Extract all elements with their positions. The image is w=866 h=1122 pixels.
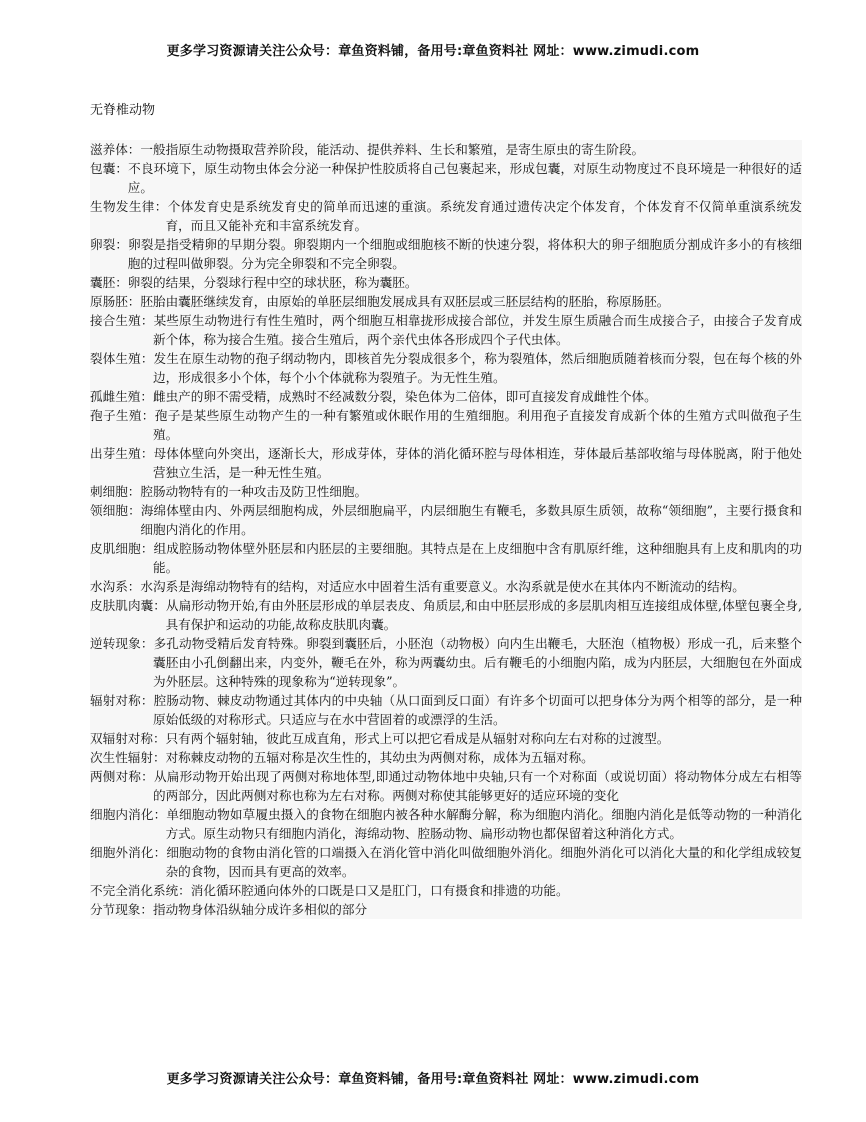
glossary-term: 孤雌生殖： — [90, 389, 153, 404]
glossary-term: 生物发生律： — [90, 199, 168, 214]
glossary-term: 原肠胚： — [90, 294, 141, 309]
glossary-definition: 水沟系是海绵动物特有的结构，对适应水中固着生活有重要意义。水沟系就是使水在其体内不断流动的结构。 — [140, 579, 745, 594]
glossary-entry — [90, 140, 802, 159]
glossary-definition: 卵裂是指受精卵的早期分裂。卵裂期内一个细胞或细胞核不断的快速分裂，将体积大的卵子细胞质分割成许多小的有核细胞的过程叫做卵裂。分为完全卵裂和不完全卵裂。 — [127, 237, 803, 271]
glossary-entry — [90, 748, 802, 767]
footer-banner: 更多学习资源请关注公众号：章鱼资料铺，备用号:章鱼资料社 网址：www.zimudi.com — [166, 1072, 700, 1087]
glossary-term: 接合生殖： — [90, 313, 154, 328]
glossary-definition: 胚胎由囊胚继续发育，由原始的单胚层细胞发展成具有双胚层或三胚层结构的胚胎，称原肠胚。 — [140, 294, 670, 309]
glossary-definition: 一般指原生动物摄取营养阶段，能活动、提供养料、生长和繁殖，是寄生原虫的寄生阶段。 — [140, 142, 645, 157]
glossary-definition: 消化循环腔通向体外的口既是口又是肛门，口有摄食和排遗的功能。 — [190, 883, 569, 898]
glossary-term: 逆转现象： — [90, 636, 154, 651]
glossary-definition: 雌虫产的卵不需受精，成熟时不经减数分裂，染色体为二倍体，即可直接发育成雌性个体。 — [152, 389, 657, 404]
glossary-entry — [90, 311, 802, 349]
glossary-term: 两侧对称： — [90, 769, 154, 784]
glossary-term: 领细胞： — [90, 503, 141, 518]
glossary-definition: 多孔动物受精后发育特殊。卵裂到囊胚后，小胚泡（动物极）向内生出鞭毛，大胚泡（植物极）形成一孔，后来整个囊胚由小孔倒翻出来，内变外，鞭毛在外，称为两囊幼虫。后有鞭毛的小细胞内陷，成为内胚层，大细胞包在外面成为外胚层。这种特殊的现象称为“逆转现象”。 — [152, 636, 803, 689]
glossary-entry — [90, 843, 802, 881]
glossary-term: 细胞外消化： — [90, 845, 167, 860]
header-banner: 更多学习资源请关注公众号：章鱼资料铺，备用号:章鱼资料社 网址：www.zimudi.com — [166, 44, 700, 59]
glossary-definition: 只有两个辐射轴，彼此互成直角，形式上可以把它看成是从辐射对称向左右对称的过渡型。 — [165, 731, 670, 746]
glossary-term: 滋养体： — [90, 142, 141, 157]
glossary-term: 皮肤肌肉囊： — [90, 598, 166, 613]
glossary-entry — [90, 577, 802, 596]
glossary-definition: 从扁形动物开始出现了两侧对称地体型,即通过动物体地中央轴,只有一个对称面（或说切面）将动物体分成左右相等的两部分，因此两侧对称也称为左右对称。两侧对称使其能够更好的适应环境的变化 — [152, 769, 802, 803]
glossary-entry — [90, 292, 802, 311]
glossary-term: 包囊： — [90, 161, 129, 176]
glossary-definition: 对称棘皮动物的五辐对称是次生性的，其幼虫为两侧对称，成体为五辐对称。 — [165, 750, 594, 765]
glossary-term: 双辐射对称： — [90, 731, 166, 746]
glossary-entry — [90, 387, 802, 406]
glossary-definition: 发生在原生动物的孢子纲动物内，即核首先分裂成很多个，称为裂殖体，然后细胞质随着核而分裂，包在每个核的外边，形成很多小个体，每个小个体就称为裂殖子。为无性生殖。 — [152, 351, 803, 385]
glossary-term: 细胞内消化： — [90, 807, 167, 822]
document-body — [90, 102, 802, 919]
glossary-definition: 腔肠动物特有的一种攻击及防卫性细胞。 — [140, 484, 368, 499]
glossary-term: 皮肌细胞： — [90, 541, 154, 556]
glossary-definition: 卵裂的结果，分裂球行程中空的球状胚，称为囊胚。 — [127, 275, 418, 290]
glossary-definition: 孢子是某些原生动物产生的一种有繁殖或休眠作用的生殖细胞。利用孢子直接发育成新个体的生殖方式叫做孢子生殖。 — [152, 408, 803, 442]
glossary-definition: 某些原生动物进行有性生殖时，两个细胞互相靠拢形成接合部位，并发生原生质融合而生成接合子，由接合子发育成新个体，称为接合生殖。接合生殖后，两个亲代虫体各形成四个子代虫体。 — [152, 313, 803, 347]
glossary-entry — [90, 197, 802, 235]
glossary-definition: 单细胞动物如草履虫摄入的食物在细胞内被各种水解酶分解，称为细胞内消化。细胞内消化是低等动物的一种消化方式。原生动物只有细胞内消化，海绵动物、腔肠动物、扁形动物也都保留着这种消化方式。 — [165, 807, 803, 841]
glossary-definition: 不良环境下，原生动物虫体会分泌一种保护性胶质将自己包裹起来，形成包囊，对原生动物度过不良环境是一种很好的适应。 — [127, 161, 803, 195]
glossary-entry — [90, 634, 802, 691]
glossary-definition: 腔肠动物、棘皮动物通过其体内的中央轴（从口面到反口面）有许多个切面可以把身体分为两个相等的部分，是一种原始低级的对称形式。只适应与在水中营固着的或漂浮的生活。 — [152, 693, 803, 727]
glossary-definition: 细胞动物的食物由消化管的口端摄入在消化管中消化叫做细胞外消化。细胞外消化可以消化大量的和化学组成较复杂的食物，因而具有更高的效率。 — [165, 845, 803, 879]
glossary-term: 裂体生殖： — [90, 351, 154, 366]
glossary-definition: 个体发育史是系统发育史的简单而迅速的重演。系统发育通过遗传决定个体发育，个体发育不仅简单重演系统发育，而且又能补充和丰富系统发育。 — [165, 199, 803, 233]
glossary-term: 辐射对称： — [90, 693, 154, 708]
glossary-entry — [90, 539, 802, 577]
glossary-entry — [90, 349, 802, 387]
glossary-term: 水沟系： — [90, 579, 141, 594]
glossary-term: 分节现象： — [90, 902, 153, 917]
glossary-entry — [90, 691, 802, 729]
glossary-entry — [90, 444, 802, 482]
glossary-term: 不完全消化系统： — [90, 883, 191, 898]
glossary-definition: 海绵体壁由内、外两层细胞构成，外层细胞扁平，内层细胞生有鞭毛，多数具原生质领，故称“领细胞”，主要行摄食和细胞内消化的作用。 — [140, 503, 802, 537]
glossary-entry — [90, 501, 802, 539]
glossary-term: 出芽生殖： — [90, 446, 154, 461]
glossary-entry — [90, 767, 802, 805]
glossary-entry — [90, 406, 802, 444]
glossary-term: 孢子生殖： — [90, 408, 155, 423]
glossary-definition: 指动物身体沿纵轴分成许多相似的部分 — [152, 902, 368, 917]
glossary-term: 刺细胞： — [90, 484, 141, 499]
glossary-definition: 母体体壁向外突出，逐渐长大，形成芽体，芽体的消化循环腔与母体相连，芽体最后基部收缩与母体脱离，附于他处营独立生活，是一种无性生殖。 — [152, 446, 803, 480]
glossary-entry — [90, 805, 802, 843]
document-title: 无脊椎动物 — [90, 103, 156, 118]
glossary-definition: 组成腔肠动物体壁外胚层和内胚层的主要细胞。其特点是在上皮细胞中含有肌原纤维，这种细胞具有上皮和肌肉的功能。 — [152, 541, 803, 575]
glossary-entry — [90, 235, 802, 273]
glossary-entry — [90, 729, 802, 748]
glossary-entry — [90, 273, 802, 292]
glossary-term: 囊胚： — [90, 275, 128, 290]
glossary-list — [90, 140, 802, 919]
glossary-term: 次生性辐射： — [90, 750, 166, 765]
glossary-definition: 从扁形动物开始,有由外胚层形成的单层表皮、角质层,和由中胚层形成的多层肌肉相互连接组成体壁,体壁包裹全身,具有保护和运动的功能,故称皮肤肌肉囊。 — [165, 598, 803, 632]
glossary-entry — [90, 159, 802, 197]
glossary-entry — [90, 596, 802, 634]
glossary-entry — [90, 482, 802, 501]
glossary-entry — [90, 881, 802, 900]
glossary-term: 卵裂： — [90, 237, 129, 252]
glossary-entry — [90, 900, 802, 919]
